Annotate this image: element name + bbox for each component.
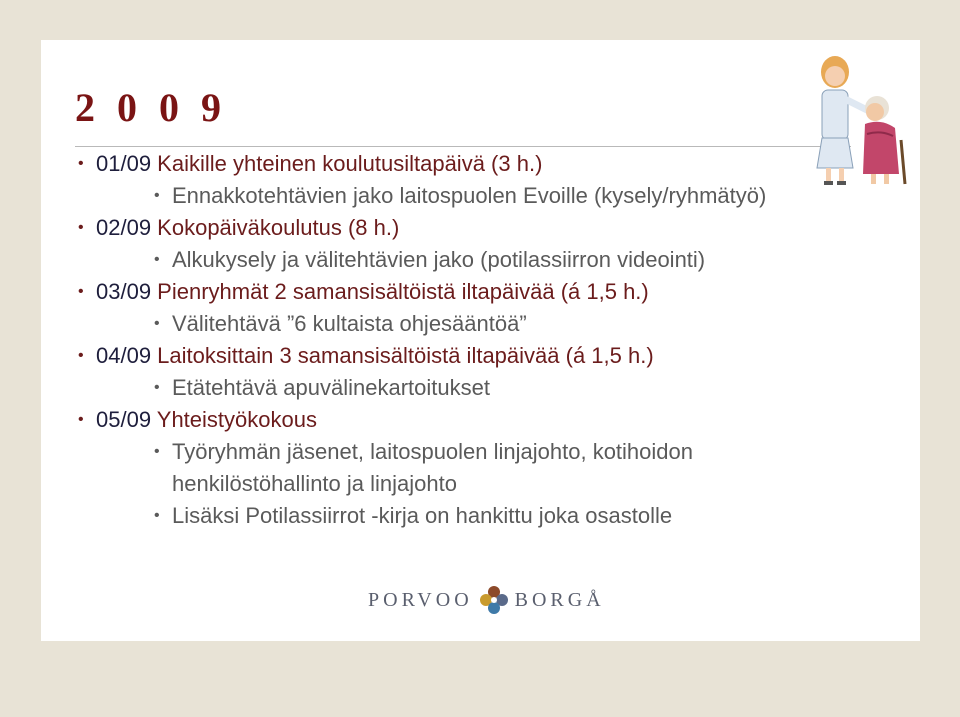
item-date-code: 01/09 xyxy=(96,151,152,176)
logo-text-left: PORVOO xyxy=(368,588,473,611)
list-item xyxy=(41,180,920,212)
list-item xyxy=(41,404,920,436)
item-text: Laitoksittain 3 samansisältöistä iltapäivää (á 1,5 h.) xyxy=(151,343,654,368)
list-item xyxy=(41,436,920,468)
bullet-list xyxy=(41,148,920,532)
list-item xyxy=(41,276,920,308)
item-text: Työryhmän jäsenet, laitospuolen linjajohto, kotihoidon xyxy=(172,439,693,464)
item-text: Yhteistyökokous xyxy=(151,407,317,432)
title-divider xyxy=(75,146,851,147)
item-text: Välitehtävä ”6 kultaista ohjesääntöä” xyxy=(172,311,527,336)
item-text: Pienryhmät 2 samansisältöistä iltapäivää (á 1,5 h.) xyxy=(151,279,649,304)
list-item xyxy=(41,148,920,180)
list-item xyxy=(41,244,920,276)
item-text: Kaikille yhteinen koulutusiltapäivä (3 h.) xyxy=(151,151,543,176)
item-date-code: 04/09 xyxy=(96,343,152,368)
list-item xyxy=(41,500,920,532)
list-item xyxy=(41,372,920,404)
list-item-continuation xyxy=(41,468,920,500)
item-text: henkilöstöhallinto ja linjajohto xyxy=(172,471,457,496)
list-item xyxy=(41,212,920,244)
list-item xyxy=(41,308,920,340)
item-text: Alkukysely ja välitehtävien jako (potilassiirron videointi) xyxy=(172,247,706,272)
list-item xyxy=(41,340,920,372)
porvoo-borga-logo xyxy=(368,580,605,620)
logo-text-right: BORGÅ xyxy=(514,588,605,611)
slide xyxy=(41,40,920,641)
item-date-code: 05/09 xyxy=(96,407,152,432)
item-text: Kokopäiväkoulutus (8 h.) xyxy=(151,215,400,240)
porvoo-flower-logo-icon xyxy=(477,583,511,617)
item-text: Etätehtävä apuvälinekartoitukset xyxy=(172,375,490,400)
slide-title: 2 0 0 9 xyxy=(75,85,227,130)
item-text: Lisäksi Potilassiirrot -kirja on hankittu joka osastolle xyxy=(172,503,673,528)
item-date-code: 02/09 xyxy=(96,215,152,240)
item-date-code: 03/09 xyxy=(96,279,152,304)
item-text: Ennakkotehtävien jako laitospuolen Evoille (kysely/ryhmätyö) xyxy=(172,183,767,208)
